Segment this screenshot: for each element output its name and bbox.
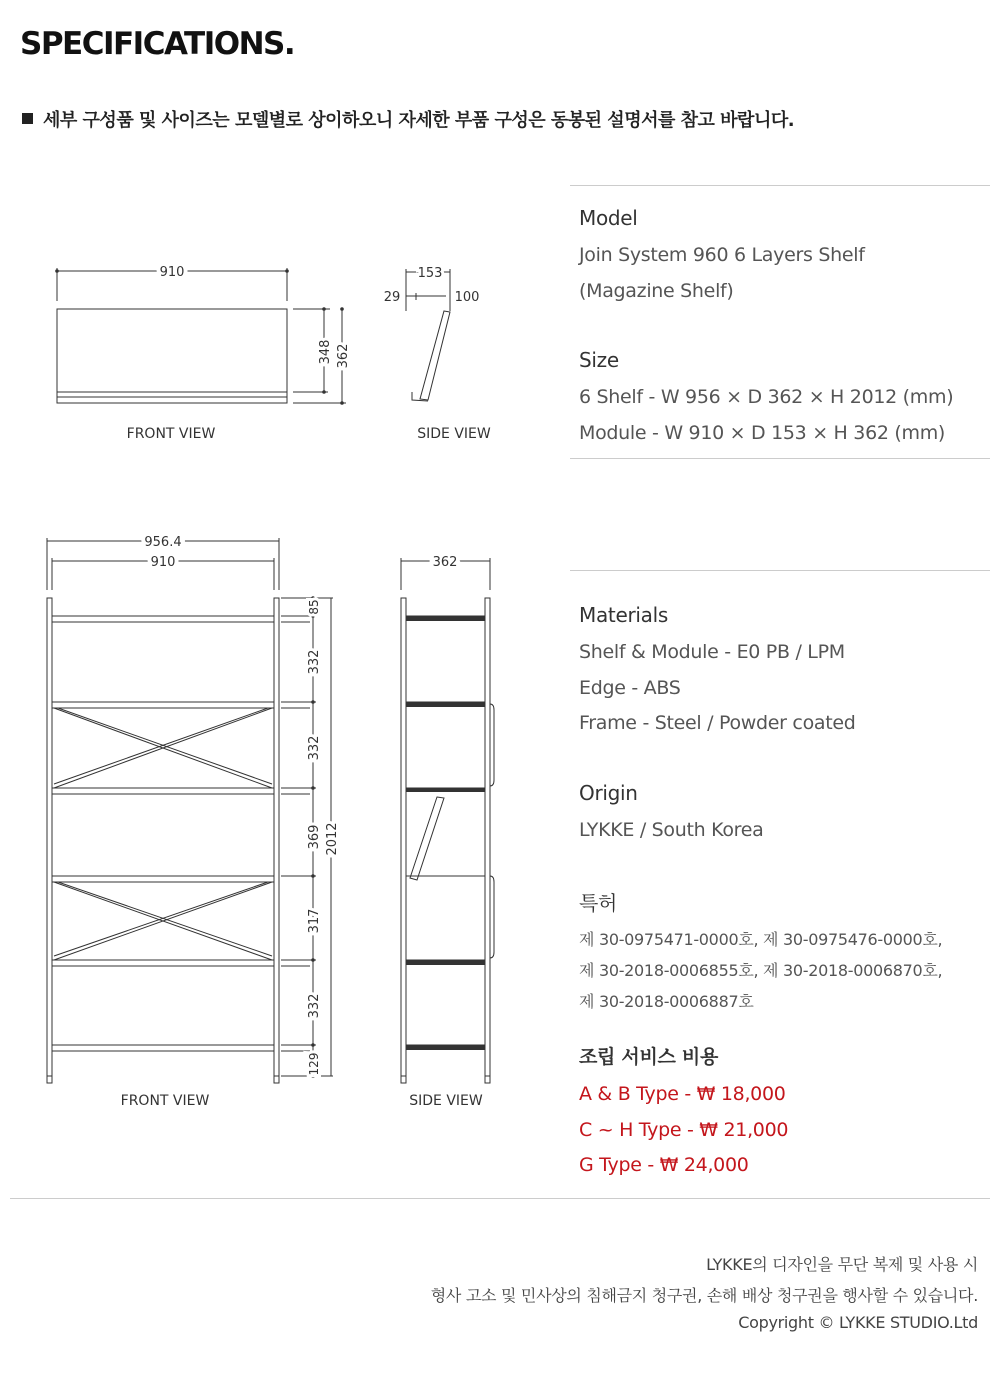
divider <box>10 1198 990 1199</box>
spec-materials <box>579 603 856 742</box>
divider <box>570 570 990 571</box>
dim-gap: 332 <box>307 735 322 761</box>
technical-drawings <box>0 0 560 1130</box>
spec-line: LYKKE / South Korea <box>579 819 764 841</box>
divider <box>570 185 990 186</box>
dim-shelf-width-outer: 956.4 <box>144 535 182 550</box>
spec-line: Frame - Steel / Powder coated <box>579 712 856 734</box>
spec-line: (Magazine Shelf) <box>579 279 734 302</box>
dim-gap: 332 <box>307 649 322 675</box>
spec-line: 제 30-2018-0006855호, 제 30-2018-0006870호, <box>579 961 943 980</box>
spec-patent <box>579 887 942 1017</box>
shelf-side-view-label: SIDE VIEW <box>409 1093 483 1109</box>
dim-shelf-total-height: 2012 <box>325 822 340 856</box>
spec-line: 제 30-2018-0006887호 <box>579 992 754 1011</box>
spec-heading: Origin <box>579 781 638 805</box>
spec-line: Module - W 910 × D 153 × H 362 (mm) <box>579 421 946 444</box>
dim-gap: 85 <box>307 599 321 615</box>
dim-shelf-depth: 362 <box>432 555 458 570</box>
dim-module-top: 29 <box>383 290 401 305</box>
spec-origin <box>579 781 764 849</box>
dim-gap: 129 <box>307 1052 321 1076</box>
spec-assembly <box>579 1042 788 1184</box>
spec-size <box>579 348 953 451</box>
spec-heading: 조립 서비스 비용 <box>579 1046 719 1068</box>
spec-heading: Model <box>579 206 638 230</box>
module-side-view-label: SIDE VIEW <box>417 426 491 442</box>
spec-heading: 특허 <box>579 891 618 915</box>
spec-heading: Materials <box>579 603 668 627</box>
spec-model <box>579 206 865 309</box>
spec-line: C ~ H Type - ₩ 21,000 <box>579 1118 789 1141</box>
module-front-view-label: FRONT VIEW <box>126 426 216 442</box>
spec-line: Shelf & Module - E0 PB / LPM <box>579 641 845 663</box>
dim-module-height-inner: 348 <box>318 339 333 365</box>
spec-line: G Type - ₩ 24,000 <box>579 1154 749 1176</box>
dim-module-offset: 100 <box>454 290 480 305</box>
footer-warning-1: LYKKE의 디자인을 무단 복제 및 사용 시 <box>706 1255 978 1274</box>
spec-line: Join System 960 6 Layers Shelf <box>579 244 865 266</box>
shelf-front-view-label: FRONT VIEW <box>120 1093 210 1109</box>
dim-module-width: 910 <box>159 265 185 280</box>
dim-gap: 332 <box>307 993 322 1019</box>
page-title: SPECIFICATIONS. <box>20 26 295 62</box>
dim-shelf-width-inner: 910 <box>150 555 176 570</box>
footer-warning-2: 형사 고소 및 민사상의 침해금지 청구권, 손해 배상 청구권을 행사할 수 있습니다. <box>430 1286 978 1305</box>
dim-module-depth: 153 <box>417 266 443 281</box>
footer-copyright: Copyright © LYKKE STUDIO.Ltd <box>738 1313 978 1332</box>
dim-module-height-outer: 362 <box>336 343 351 369</box>
spec-line: A & B Type - ₩ 18,000 <box>579 1083 786 1105</box>
spec-line: 6 Shelf - W 956 × D 362 × H 2012 (mm) <box>579 386 954 408</box>
spec-line: Edge - ABS <box>579 676 681 699</box>
spec-line: 제 30-0975471-0000호, 제 30-0975476-0000호, <box>579 930 943 949</box>
spec-heading: Size <box>579 348 619 372</box>
divider <box>570 458 990 459</box>
dim-gap: 317 <box>307 908 322 934</box>
notice-text: 세부 구성품 및 사이즈는 모델별로 상이하오니 자세한 부품 구성은 동봉된 설명서를 참고 바랍니다. <box>43 110 795 131</box>
dim-gap: 369 <box>307 824 322 850</box>
